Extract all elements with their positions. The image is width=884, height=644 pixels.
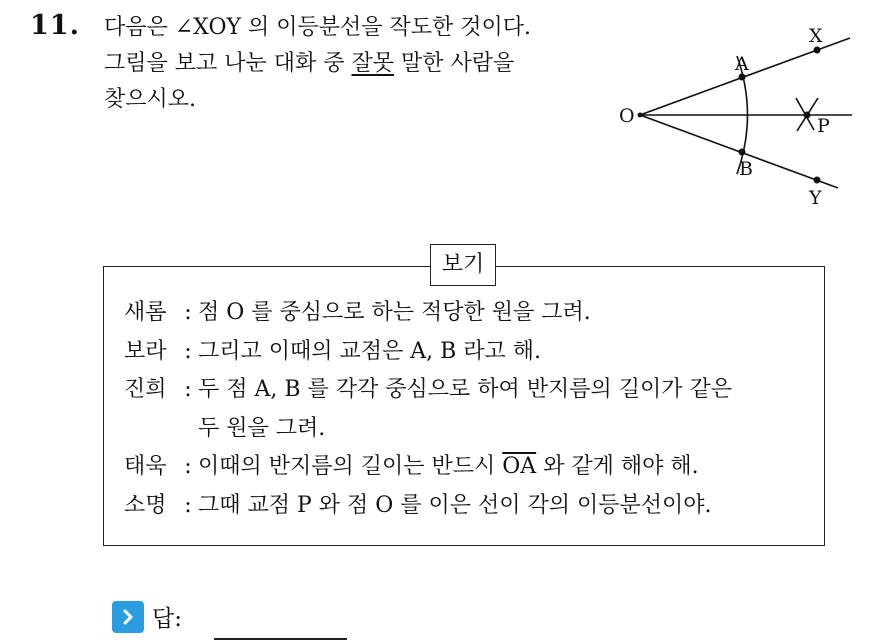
question-stem — [104, 10, 604, 118]
speaker-name: 태욱 — [124, 454, 167, 479]
answer-label: 답: — [152, 606, 182, 632]
stem-line-1: 다음은 ∠XOY 의 이등분선을 작도한 것이다. — [104, 15, 532, 40]
point-p — [804, 112, 811, 119]
dialogue-continuation: 두 원을 그려. — [198, 415, 326, 441]
label-p: P — [817, 115, 830, 137]
speaker-colon: : — [184, 492, 192, 518]
speaker-name: 새롬 — [124, 300, 167, 325]
label-y: Y — [809, 187, 822, 209]
label-a: A — [735, 53, 749, 75]
answer-input-line[interactable] — [214, 638, 347, 640]
segment-oa: $\overline{OA}$ — [502, 454, 537, 479]
dialogue-text: 점 O 를 중심으로 하는 적당한 원을 그려. — [198, 300, 591, 325]
speaker-name: 보라 — [124, 338, 167, 364]
answer-area — [112, 600, 182, 633]
speaker-colon: : — [184, 300, 192, 325]
dialogue-row — [124, 371, 732, 410]
label-b: B — [739, 158, 753, 180]
dialogue-row — [124, 487, 732, 526]
dialogue-text — [198, 448, 699, 487]
chevron-right-icon — [112, 601, 144, 633]
angle-bisector-figure — [600, 18, 870, 218]
stem-line-3: 찾으시오. — [104, 87, 197, 112]
underlined-word: 잘못 — [351, 51, 395, 76]
dialogue-text: 그리고 이때의 교점은 A, B 라고 해. — [198, 338, 542, 364]
point-y — [814, 177, 821, 184]
speaker-name: 소명 — [124, 492, 167, 518]
example-box-title: 보기 — [430, 244, 496, 286]
dialogue-row — [124, 333, 732, 372]
speaker-colon: : — [184, 454, 192, 479]
stem-line-2 — [104, 46, 604, 82]
speaker-colon: : — [184, 377, 192, 402]
label-x: X — [809, 25, 823, 47]
speaker-name: 진희 — [124, 377, 167, 402]
dialogue-list — [124, 294, 732, 525]
point-x — [814, 47, 821, 54]
label-o: O — [619, 105, 635, 127]
stem-line-2-end: 말한 사람을 — [394, 51, 515, 76]
dialogue-text: 두 점 A, B 를 각각 중심으로 하여 반지름의 길이가 같은 — [198, 377, 733, 402]
dialogue-row — [124, 294, 732, 333]
stem-line-2-start: 그림을 보고 나눈 대화 중 — [104, 51, 352, 76]
dialogue-text-end: 와 같게 해야 해. — [536, 454, 699, 479]
dialogue-row — [124, 448, 732, 487]
question-number: 11. — [30, 10, 80, 41]
point-o — [638, 113, 643, 118]
point-b — [739, 149, 746, 156]
dialogue-text-start: 이때의 반지름의 길이는 반드시 — [198, 454, 503, 479]
dialogue-text: 그때 교점 P 와 점 O 를 이은 선이 각의 이등분선이야. — [198, 492, 712, 518]
speaker-colon: : — [184, 338, 192, 364]
